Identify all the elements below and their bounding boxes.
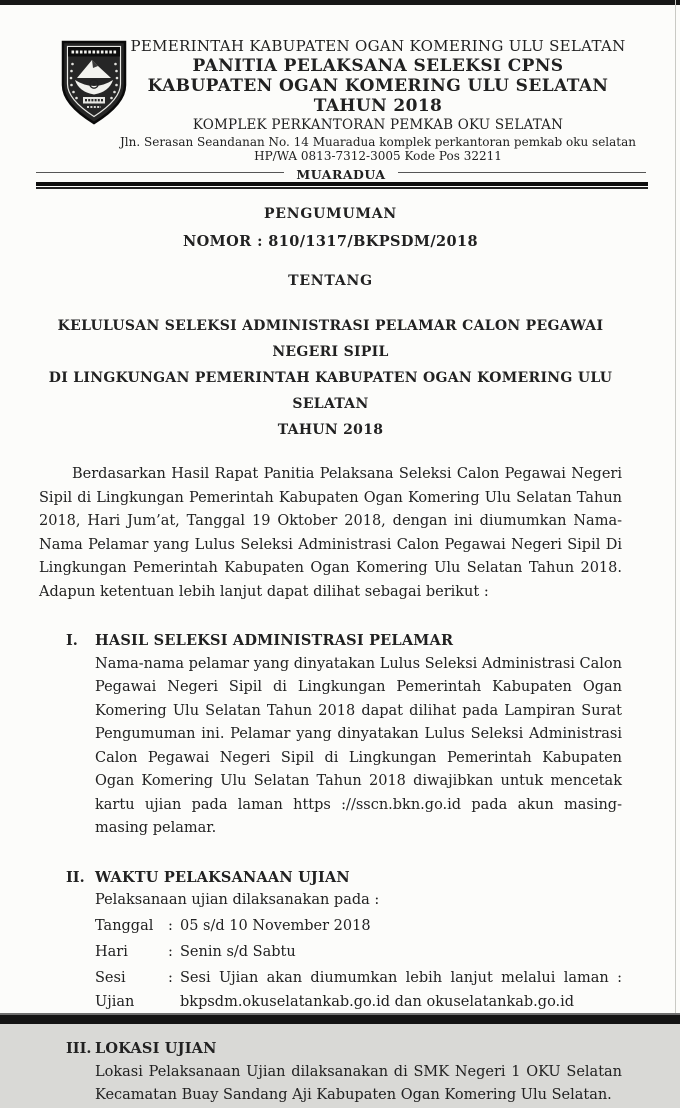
scan-edge-bottom (0, 1013, 680, 1024)
document-title-line-3: TAHUN 2018 (277, 422, 384, 439)
document-title (39, 313, 622, 443)
letterhead-city-row (36, 164, 646, 183)
schedule-colon: : (168, 970, 173, 987)
introduction-paragraph: Berdasarkan Hasil Rapat Panitia Pelaksana Seleksi Calon Pegawai Negeri Sipil di Lingkungan Pemerintah Kabupaten Ogan Komering Ulu Selatan Tahun 2018, Hari Jum’at, Tanggal 19 Oktober 2018, dengan ini diumumkan Nama-Nama Pelamar yang Lulus Seleksi Administrasi Calon Pegawai Negeri Sipil Di Lingkungan Pemerintah Kabupaten Ogan Komering Ulu Selatan Tahun 2018. Adapun ketentuan lebih lanjut dapat dilihat sebagai berikut : (39, 466, 622, 600)
schedule-label: Hari (95, 944, 128, 961)
letterhead-address-line: Jln. Serasan Seandanan No. 14 Muaradua komplek perkantoran pemkab oku selatan (119, 134, 637, 149)
document-title-line-1: KELULUSAN SELEKSI ADMINISTRASI PELAMAR CALON PEGAWAI NEGERI SIPIL (57, 318, 604, 361)
letterhead-committee-line-3: TAHUN 2018 (313, 95, 443, 116)
section-numeral: III. (66, 1040, 92, 1058)
section-heading: WAKTU PELAKSANAAN UJIAN (95, 868, 350, 886)
section-body-text: Nama-nama pelamar yang dinyatakan Lulus Seleksi Administrasi Calon Pegawai Negeri Sipil di Lingkungan Pemerintah Kabupaten Ogan Komering Ulu Selatan Tahun 2018 dapat dilihat pada Lampiran Surat Pengumuman ini. Pelamar yang dinyatakan Lulus Seleksi Administrasi Calon Pegawai Negeri Sipil di Lingkungan Pemerintah Kabupaten Ogan Komering Ulu Selatan Tahun 2018 diwajibkan untuk mencetak kartu ujian pada laman https ://sscn.bkn.go.id pada akun masing-masing pelamar. (95, 655, 622, 837)
letterhead-double-rule (36, 182, 648, 189)
section-heading: HASIL SELEKSI ADMINISTRASI PELAMAR (95, 632, 454, 650)
schedule-value: 05 s/d 10 November 2018 (180, 918, 371, 935)
section-hasil-seleksi-administrasi (66, 629, 622, 841)
schedule-row-tanggal (95, 915, 622, 939)
schedule-row-sesi-ujian (95, 967, 622, 1014)
section-waktu-pelaksanaan-ujian (66, 866, 622, 1015)
schedule-label: Sesi Ujian (95, 970, 135, 1010)
document-title-line-2: DI LINGKUNGAN PEMERINTAH KABUPATEN OGAN KOMERING ULU SELATAN (48, 370, 613, 413)
section-intro-text: Pelaksanaan ujian dilaksanakan pada : (95, 892, 380, 909)
section-numeral: I. (66, 632, 78, 650)
section-body-text: Lokasi Pelaksanaan Ujian dilaksanakan di SMK Negeri 1 OKU Selatan Kecamatan Buay Sandang Aji Kabupaten Ogan Komering Ulu Selatan. (95, 1063, 622, 1104)
letterhead-government-line: PEMERINTAH KABUPATEN OGAN KOMERING ULU SELATAN (130, 37, 626, 55)
section-numeral: II. (66, 868, 85, 886)
schedule-label: Tanggal (95, 918, 154, 935)
letterhead-office-line: KOMPLEK PERKANTORAN PEMKAB OKU SELATAN (192, 116, 564, 133)
section-heading: LOKASI UJIAN (95, 1040, 217, 1058)
letterhead-committee-line-1: PANITIA PELAKSANA SELEKSI CPNS (192, 55, 564, 76)
schedule-row-hari (95, 941, 622, 965)
letterhead-contact-line: HP/WA 0813-7312-3005 Kode Pos 32211 (254, 148, 502, 163)
section-lokasi-ujian (66, 1037, 622, 1108)
letterhead (0, 0, 680, 189)
regency-coat-of-arms-icon (58, 37, 130, 127)
document-type-heading: PENGUMUMAN (263, 206, 398, 223)
announcement-body (39, 206, 622, 1108)
schedule-colon: : (168, 918, 173, 935)
document-number: NOMOR : 810/1317/BKPSDM/2018 (183, 233, 478, 251)
letterhead-city-name: MUARADUA (284, 167, 397, 182)
document-about-label: TENTANG (288, 273, 373, 290)
letterhead-text (110, 38, 646, 163)
schedule-value: Sesi Ujian akan diumumkan lebih lanjut melalui laman : bkpsdm.okuselatankab.go.id dan okuselatankab.go.id (180, 970, 622, 1010)
schedule-value: Senin s/d Sabtu (180, 944, 296, 961)
schedule-colon: : (168, 944, 173, 961)
exam-schedule-list (95, 915, 622, 1014)
letterhead-committee-line-2: KABUPATEN OGAN KOMERING ULU SELATAN (147, 75, 609, 96)
